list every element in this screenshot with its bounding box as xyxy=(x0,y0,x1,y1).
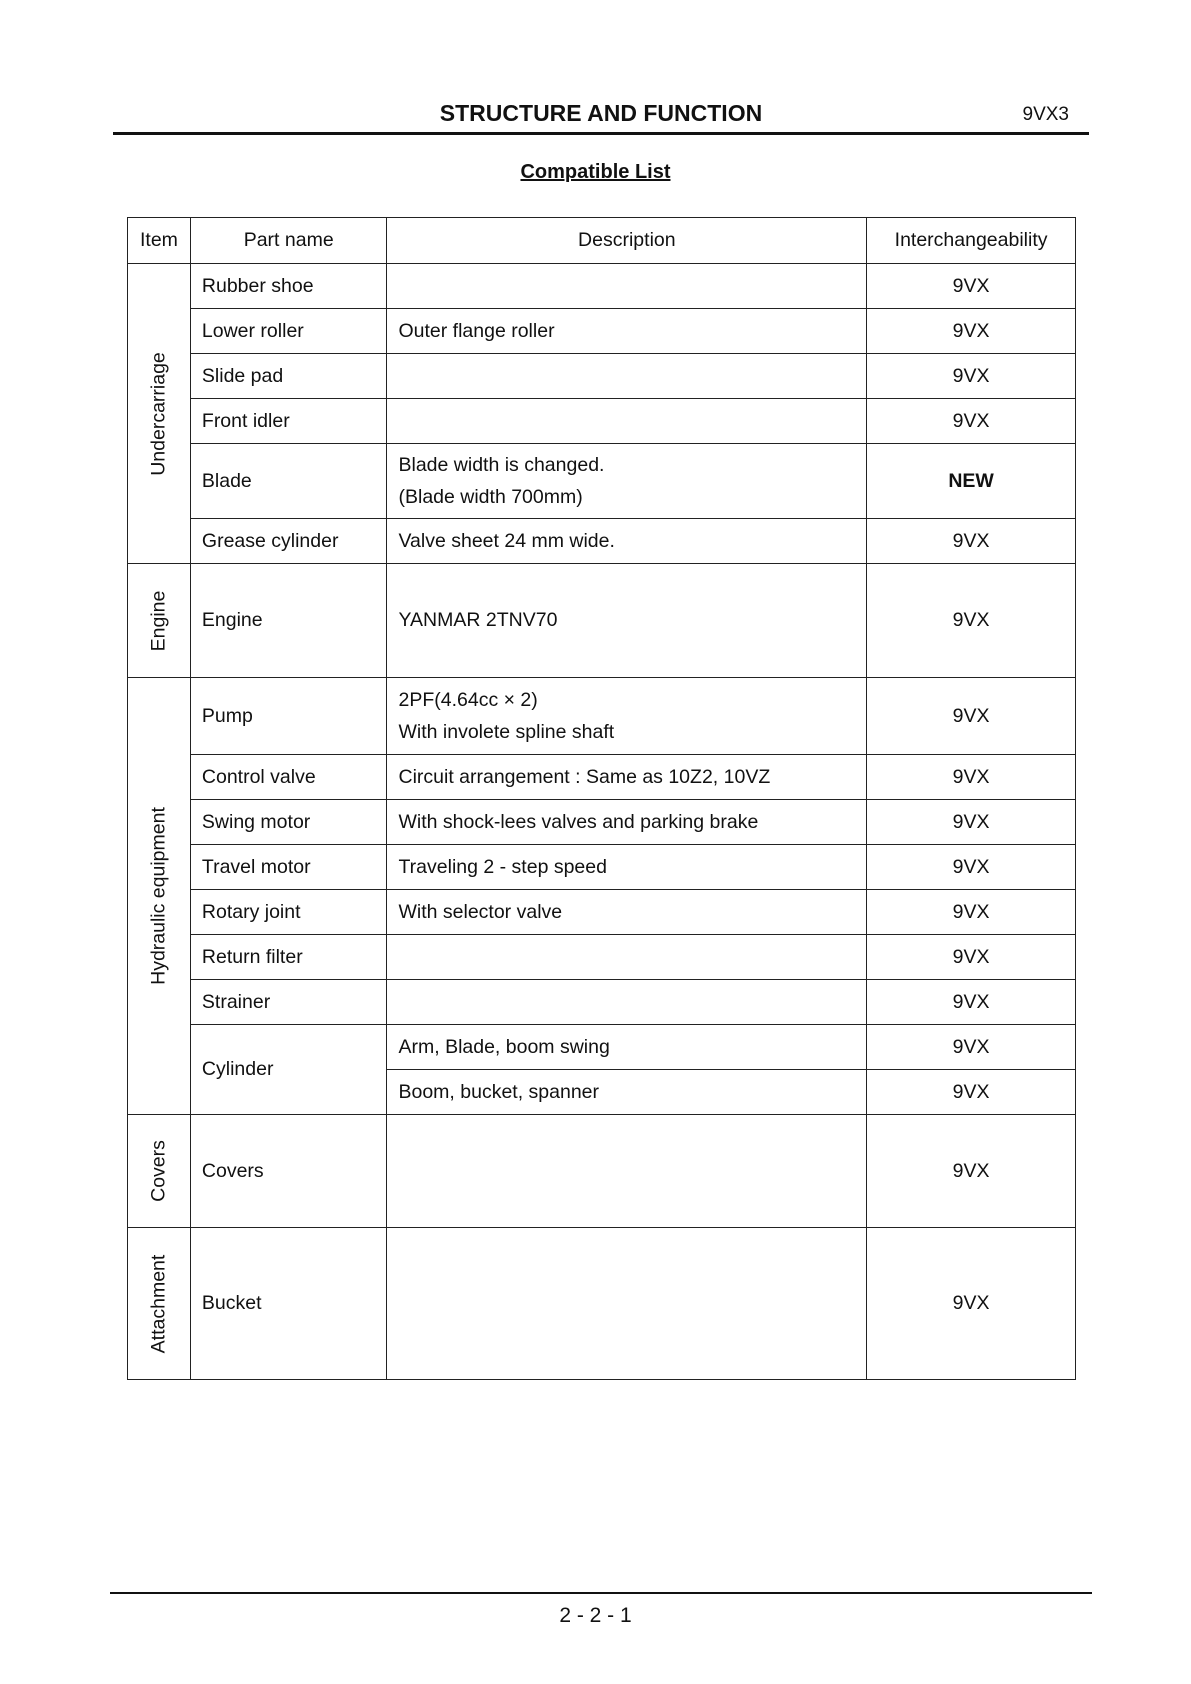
part-name: Slide pad xyxy=(190,354,387,399)
description xyxy=(387,444,867,519)
part-name: Control valve xyxy=(190,755,387,800)
page-title: STRUCTURE AND FUNCTION xyxy=(439,100,763,126)
description xyxy=(387,1115,867,1228)
part-name: Rubber shoe xyxy=(190,264,387,309)
interchangeability: 9VX xyxy=(867,935,1076,980)
part-name: Blade xyxy=(190,444,387,519)
interchangeability: 9VX xyxy=(867,678,1076,755)
table-title: Compatible List xyxy=(520,161,671,183)
interchangeability: 9VX xyxy=(867,800,1076,845)
part-name: Rotary joint xyxy=(190,890,387,935)
interchangeability: 9VX xyxy=(867,755,1076,800)
description xyxy=(387,935,867,980)
description-line: With involete spline shaft xyxy=(398,721,615,743)
description: Outer flange roller xyxy=(387,309,867,354)
table-row xyxy=(128,444,1076,519)
page-number: 2 - 2 - 1 xyxy=(559,1604,632,1627)
description: With shock-lees valves and parking brake xyxy=(387,800,867,845)
interchangeability: 9VX xyxy=(867,980,1076,1025)
description-line: 2PF(4.64cc × 2) xyxy=(398,689,538,711)
table-row xyxy=(128,1115,1076,1228)
category-covers xyxy=(128,1115,191,1228)
interchangeability: 9VX xyxy=(867,399,1076,444)
interchangeability: 9VX xyxy=(867,519,1076,564)
part-name: Lower roller xyxy=(190,309,387,354)
description xyxy=(387,354,867,399)
part-name: Strainer xyxy=(190,980,387,1025)
category-hydraulic-equipment xyxy=(128,678,191,1115)
interchangeability: 9VX xyxy=(867,354,1076,399)
footer-divider xyxy=(110,1592,1092,1594)
part-name: Engine xyxy=(190,564,387,678)
table-row xyxy=(128,755,1076,800)
table-row xyxy=(128,678,1076,755)
part-name: Front idler xyxy=(190,399,387,444)
part-name: Cylinder xyxy=(190,1025,387,1115)
part-name: Pump xyxy=(190,678,387,755)
interchangeability: 9VX xyxy=(867,890,1076,935)
column-header-part-name: Part name xyxy=(190,218,387,264)
part-name: Travel motor xyxy=(190,845,387,890)
category-engine xyxy=(128,564,191,678)
description xyxy=(387,399,867,444)
table-header-row xyxy=(128,218,1076,264)
part-name: Return filter xyxy=(190,935,387,980)
description: Traveling 2 - step speed xyxy=(387,845,867,890)
interchangeability: 9VX xyxy=(867,1025,1076,1070)
table-row xyxy=(128,935,1076,980)
category-label: Hydraulic equipment xyxy=(147,807,170,985)
description xyxy=(387,980,867,1025)
category-label: Undercarriage xyxy=(147,351,170,476)
category-label: Attachment xyxy=(147,1254,170,1353)
page-header xyxy=(113,96,1089,135)
description: Circuit arrangement : Same as 10Z2, 10VZ xyxy=(387,755,867,800)
description: With selector valve xyxy=(387,890,867,935)
description xyxy=(387,264,867,309)
interchangeability: 9VX xyxy=(867,1228,1076,1380)
description xyxy=(387,678,867,755)
description: Arm, Blade, boom swing xyxy=(387,1025,867,1070)
table-row xyxy=(128,309,1076,354)
description: Boom, bucket, spanner xyxy=(387,1070,867,1115)
part-name: Swing motor xyxy=(190,800,387,845)
interchangeability: 9VX xyxy=(867,1115,1076,1228)
interchangeability: 9VX xyxy=(867,564,1076,678)
category-undercarriage xyxy=(128,264,191,564)
compatible-list-table xyxy=(127,217,1076,1380)
category-label: Covers xyxy=(147,1140,170,1202)
table-row xyxy=(128,354,1076,399)
part-name: Bucket xyxy=(190,1228,387,1380)
category-attachment xyxy=(128,1228,191,1380)
part-name: Grease cylinder xyxy=(190,519,387,564)
column-header-description: Description xyxy=(387,218,867,264)
description: Valve sheet 24 mm wide. xyxy=(387,519,867,564)
table-row xyxy=(128,399,1076,444)
interchangeability: 9VX xyxy=(867,1070,1076,1115)
description xyxy=(387,1228,867,1380)
table-row xyxy=(128,800,1076,845)
table-row xyxy=(128,980,1076,1025)
table-row xyxy=(128,519,1076,564)
table-row xyxy=(128,890,1076,935)
document-code: 9VX3 xyxy=(1022,104,1069,125)
part-name: Covers xyxy=(190,1115,387,1228)
description: YANMAR 2TNV70 xyxy=(387,564,867,678)
table-row xyxy=(128,1025,1076,1070)
interchangeability: NEW xyxy=(867,444,1076,519)
column-header-item: Item xyxy=(128,218,191,264)
interchangeability: 9VX xyxy=(867,309,1076,354)
table-row xyxy=(128,564,1076,678)
column-header-interchangeability: Interchangeability xyxy=(867,218,1076,264)
description-line: Blade width is changed. xyxy=(398,454,605,476)
category-label: Engine xyxy=(147,590,170,651)
interchangeability: 9VX xyxy=(867,264,1076,309)
table-row xyxy=(128,845,1076,890)
table-row xyxy=(128,1228,1076,1380)
interchangeability: 9VX xyxy=(867,845,1076,890)
table-row xyxy=(128,264,1076,309)
description-line: (Blade width 700mm) xyxy=(398,486,583,508)
